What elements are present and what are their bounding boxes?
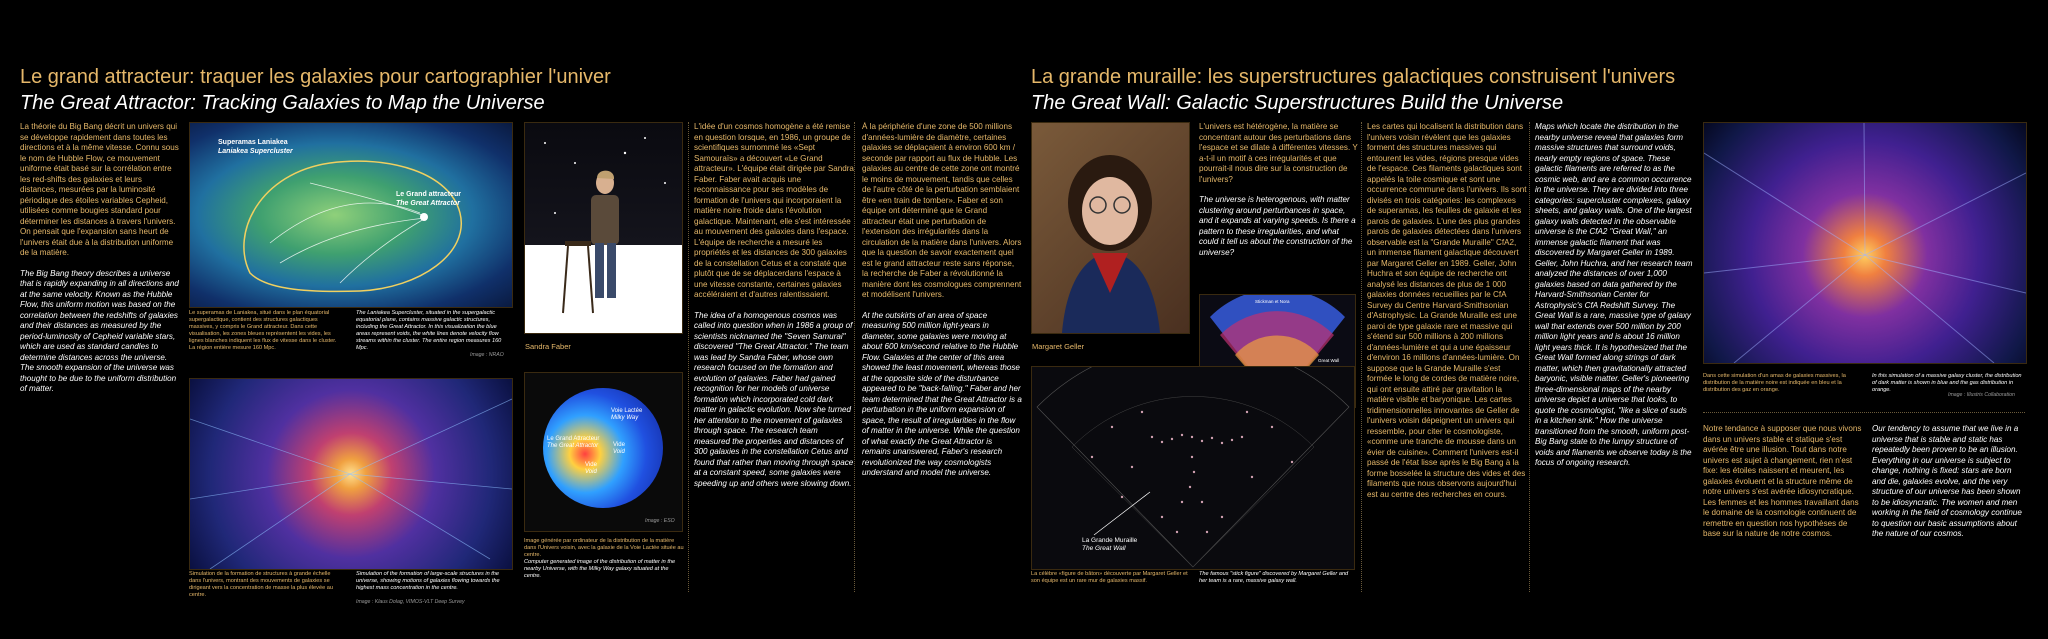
right-intro-en: The universe is heterogenous, with matter clustering around perturbances in space, and it expands at varying speeds. Is there a pattern to these irregularities, and what could it tell us about the construction of the universe? [1199, 195, 1356, 257]
illustris-simulation-image [1703, 122, 2027, 364]
left-col1-fr: La théorie du Big Bang décrit un univers qui se développe rapidement dans toutes les directions et à la même vitesse. Connu sous le nom de Hubble Flow, ce mouvement uniforme était basé sur la corrélation entre les red-shifts des galaxies et leurs distances, mesurées par la luminosité périodique des étoiles variables Cepheid, utilisées comme bougies standard pour déterminer les distances à travers l'univers. On pensait que l'expansion sans heurt de l'univers était due à la distribution uniforme de la matière. [20, 122, 179, 257]
right-intro-fr: L'univers est hétérogène, la matière se concentrant autour des perturbations dans l'espace et se dilate à différentes vitesses. Y a-t-il un motif à ces irrégularités et que pourrait-il nous dire sur la construction de l'univers? [1199, 122, 1358, 184]
laniakea-caption-fr: Le superamas de Laniakea, situé dans le plan équatorial supergalactique, contient des structures galactiques massives, y compris le Grand attracteur. Dans cette visualisation, les zones bleues représentent les vides, les lignes blanches indiquent les flux de vitesse dans le cluster. La région entière mesure 160 Mpc. [189, 310, 337, 351]
stick-figure-map [1031, 366, 1355, 570]
illustris-filaments [1704, 123, 2026, 363]
left-col1 [20, 122, 180, 462]
simulation-filaments [190, 379, 512, 569]
wedge-label-2: Great Wall [1318, 358, 1340, 363]
map-captions [524, 538, 684, 590]
matter-distribution-map [524, 372, 683, 532]
laniakea-image [189, 122, 513, 308]
right-divider-1 [1361, 122, 1362, 592]
map-label-ga-en: The Great Attractor [547, 443, 599, 449]
left-col4-fr: À la périphérie d'une zone de 500 millions d'années-lumière de diamètre, certaines galaxies se déplaçaient à environ 600 km / seconde par rapport au flux de Hubble. Les galaxies au centre de cette zone ont montré le moins de mouvement, tandis que celles de l'autre côté de la perturbation semblaient être «en train de tomber». Faber et son équipe ont déterminé que le Grand attracteur était une perturbation de l'extension des irrégularités dans la circulation de la matière dans l'univers. Alors que la question de savoir exactement quel est le grand attracteur reste sans réponse, la recherche de Faber a révolutionné la manière dont les cosmologues comprennent et modélisent l'univers. [862, 122, 1022, 299]
map-label-void1-fr: Vide [613, 442, 625, 448]
left-divider-2 [854, 122, 855, 592]
right-outro-fr-block [1703, 424, 1863, 584]
right-outro-en: Our tendency to assume that we live in a universe that is stable and static has repeatedly been proven to be an illusion. Everything in our universe is subject to change, nothing is fixed: stars are born and die, galaxies evolve, and the very structure of our universe has been shown to be idiosyncratic. The women and men working in the field of cosmology continue to question our basic assumptions about the nature of our cosmos. [1872, 424, 2022, 538]
map-label-void1-en: Void [613, 449, 625, 455]
margaret-geller-photo [1031, 122, 1190, 334]
right-divider-2 [1529, 122, 1530, 592]
right-col4-en: Maps which locate the distribution in the nearby universe reveal that galaxies form massive structures that surround voids, nearly empty regions of space. These galactic filaments are referred to as the cosmic web, and are a common occurrence in the universe. They are divided into three categories: supercluster complexes, galaxy sheets, and galaxy walls. One of the largest galaxy walls detected in the observable universe is the CfA2 "Great Wall," an immense galactic filament that was discovered by Margaret Geller in 1989. Geller, John Huchra, and her research team analyzed the distances of over 1,000 galaxies based on data gathered by the Harvard-Smithsonian Center for Astrophysic's CfA Redshift Survey. The Great Wall is a rare, massive type of galaxy wall that extends over 500 million by 200 million light years and is about 16 million light years thick. It is hypothesized that the Great Wall formed along strings of dark matter, which then gravitationally attracted baryonic, visible matter. Geller's pioneering three-dimensional maps of the nearby universe depict a universe that looks, to quote the cosmologist, "like a slice of suds in a kitchen sink." How the universe transitioned from the smooth, uniform post-Big Bang state to the lumpy structure of voids and filaments we observe today is the focus of ongoing research. [1535, 122, 1693, 467]
right-outro-en-block [1872, 424, 2025, 584]
simulation-caption-en: Simulation of the formation of large-scale structures in the universe, showing motions of galaxies flowing towards the highest mass concentration in the centre. [356, 571, 500, 591]
structure-simulation-image [189, 378, 513, 570]
simulation-caption-fr: Simulation de la formation de structures à grande échelle dans l'univers, montrant des mouvements de galaxies se dirigeant vers la concentration de masse la plus élevée au centre. [189, 571, 333, 598]
laniakea-label-fr: Superamas Laniakea [218, 139, 288, 146]
wedge-label-1: Stickman et Nora [1255, 299, 1290, 304]
stick-caption-en: The famous "stick figure" discovered by Margaret Geller and her team is a rare, massive galaxy wall. [1199, 571, 1349, 584]
map-label-void2-en: Void [585, 469, 597, 475]
map-label-void2-fr: Vide [585, 462, 597, 468]
left-col4-en: At the outskirts of an area of space measuring 500 million light-years in diameter, some galaxies were moving at about 600 km/second relative to the Hubble Flow. Galaxies at the center of this area showed the least movement, whereas those at the opposite side of the disturbance appeared to be "back-falling." Faber and her team determined that the Great Attractor is a perturbation in the uniform expansion of space, the result of irregularities in the flow of matter in the universe. While the question of what exactly the Great Attractor is remains unanswered, Faber's research revolutionized the way cosmologists understand and model the universe. [862, 310, 1022, 477]
left-divider-1 [688, 122, 689, 592]
right-col3 [1367, 122, 1527, 592]
right-intro [1199, 122, 1359, 292]
right-hdivider [1703, 412, 2025, 413]
laniakea-label-en: Laniakea Supercluster [218, 148, 293, 155]
map-credit: Image : ESO [645, 518, 675, 524]
right-col3-fr: Les cartes qui localisent la distribution dans l'univers voisin révèlent que les galaxies forment des structures massives qui entourent les vides, régions presque vides de l'espace. Ces filaments galactiques sont appelés la toile cosmique et sont une occurrence commune dans l'univers. Ils sont divisés en trois catégories: les complexes de superamas, les feuilles de galaxie et les parois de galaxies. L'une des plus grandes parois de galaxies détectées dans l'univers observable est la "Grande Muraille" CfA2, un immense filament galactique découvert par Margaret Geller en 1989. Geller, John Huchra et son équipe de recherche ont analysé les distances de plus de 1 000 galaxies données recueillies par le CfA Survey du Centre Harvard-Smithsonian d'Astrophysic. La Grande Muraille est une paroi de type galaxie rare et massive qui s'étend sur 500 millions à 200 millions d'années-lumière et qui a une épaisseur d'environ 16 millions d'années-lumière. On suppose que la Grande Muraille s'est formée le long de cordes de matière noire, qui ont ensuite attiré par gravitation la matière visible et baryonique. Les cartes tridimensionnelles innovantes de Geller de l'univers voisin dépeignent un univers qui ressemble, pour citer le cosmologiste, «comme une tranche de mousse dans un évier de cuisine». Comment l'univers est-il passé de l'état lisse après le Big Bang à la forme bosselée la structure des vides et des filaments que nous observons aujourd'hui est au centre des recherches en cours. [1367, 122, 1527, 499]
left-title-fr: Le grand attracteur: traquer les galaxies pour cartographier l'univer [20, 66, 611, 88]
great-attractor-label-fr: Le Grand attracteur [396, 191, 461, 198]
left-col3-en: The idea of a homogenous cosmos was called into question when in 1986 a group of scientists nicknamed the "Seven Samurai" discovered "The Great Attractor." The team was lead by Sandra Faber, whose own research focused on the formation and evolution of galaxies. Faber had gained recognition for her models of universe formation which incorporated cold dark matter in galactic evolution. Now she turned her attention to the movement of galaxies through space. The research team measured the properties and distances of 300 galaxies in the constellation Cetus and found that rather than moving through space at a constant speed, some galaxies were speeding up and others were slowing down. [694, 310, 854, 488]
illustris-caption-fr: Dans cette simulation d'un amas de galaxies massives, la distribution de la matière noire est indiquée en bleu et la distribution des gaz en orange. [1703, 373, 1846, 393]
map-label-milky-way-fr: Voie Lactée [611, 408, 643, 414]
margaret-geller-caption: Margaret Geller [1032, 342, 1085, 351]
great-attractor-label-en: The Great Attractor [396, 200, 460, 207]
right-title-en: The Great Wall: Galactic Superstructures Build the Universe [1031, 92, 1564, 114]
left-title-en: The Great Attractor: Tracking Galaxies to Map the Universe [20, 92, 545, 114]
simulation-credit: Image : Klaus Dolag, VIMOS-VLT Deep Survey [356, 599, 465, 605]
map-label-milky-way-en: Milky Way [611, 415, 639, 421]
left-col4 [862, 122, 1022, 592]
great-wall-label-fr: La Grande Muraille [1082, 537, 1138, 544]
right-col4 [1535, 122, 1695, 592]
map-caption-en: Computer generated image of the distribution of matter in the nearby Universe, with the Milky Way galaxy situated at the centre. [524, 559, 676, 579]
margaret-geller-portrait [1032, 123, 1189, 333]
stick-figure-points [1032, 367, 1354, 569]
sandra-faber-caption: Sandra Faber [525, 342, 571, 351]
right-outro-fr: Notre tendance à supposer que nous vivons dans un univers stable et statique s'est avérée être une illusion. Tout dans notre univers est sujet à changement, rien n'est fixe: les étoiles naissent et meurent, les galaxies évoluent et la structure même de notre univers s'est avérée idiosyncratique. Les femmes et les hommes travaillant dans le domaine de la cosmologie continuent de remettre en question nos hypothèses de base sur la nature de notre cosmos. [1703, 424, 1862, 538]
map-caption-fr: Image générée par ordinateur de la distribution de la matière dans l'Univers voisin, avec la galaxie de la Voie Lactée située au centre. [524, 538, 684, 558]
left-col3-fr: L'idée d'un cosmos homogène a été remise en question lorsque, en 1986, un groupe de scientifiques surnommé les «Sept Samouraïs» a découvert «Le Grand attracteur». L'équipe était dirigée par Sandra Faber. Faber avait acquis une reconnaissance pour ses modèles de formation de l'univers qui incorporaient la matière noire froide dans l'évolution galactique. Maintenant, elle s'est intéressée au mouvement des galaxies dans l'espace. L'équipe de recherche a mesuré les propriétés et les distances de 300 galaxies de la constellation Cetus et a constaté que plutôt que de se déplacerdans l'espace à une vitesse constante, certaines galaxies accéléraient et d'autres ralentissaient. [694, 122, 854, 299]
left-col3 [694, 122, 854, 592]
map-label-ga-fr: Le Grand Attracteur [547, 436, 600, 442]
sandra-faber-figure [525, 123, 682, 333]
laniakea-caption-en: The Laniakea Supercluster, situated in the supergalactic equatorial plane, contains massive galactic structures, including the Great Attractor. In this visualization the blue areas represent voids, the white lines denote velocity flow streams within the cluster. The entire region measures 160 Mpc. [356, 310, 502, 350]
illustris-credit: Image : Illustris Collaboration [1948, 392, 2015, 398]
stick-caption-fr: La célèbre «figure de bâton» découverte par Margaret Geller et son équipe est un rare mur de galaxies massif. [1031, 571, 1188, 584]
sandra-faber-photo [524, 122, 683, 334]
illustris-caption-en: In this simulation of a massive galaxy cluster, the distribution of dark matter is shown in blue and the gas distribution in orange. [1872, 373, 2022, 393]
laniakea-credit: Image : NRAO [470, 352, 504, 358]
great-wall-label-en: The Great Wall [1082, 545, 1126, 552]
left-col1-en: The Big Bang theory describes a universe that is rapidly expanding in all directions and at the same velocity. Known as the Hubble Flow, this uniform motion was based on the correlation between the redshifts of galaxies and their distances as measured by the period-luminosity of Cepheid variable stars, which are used as standard candles to determine distances across the universe. The smooth expansion of the universe was thought to be due to the uniform distribution of matter. [20, 268, 179, 393]
right-title-fr: La grande muraille: les superstructures galactiques construisent l'univers [1031, 66, 1676, 88]
